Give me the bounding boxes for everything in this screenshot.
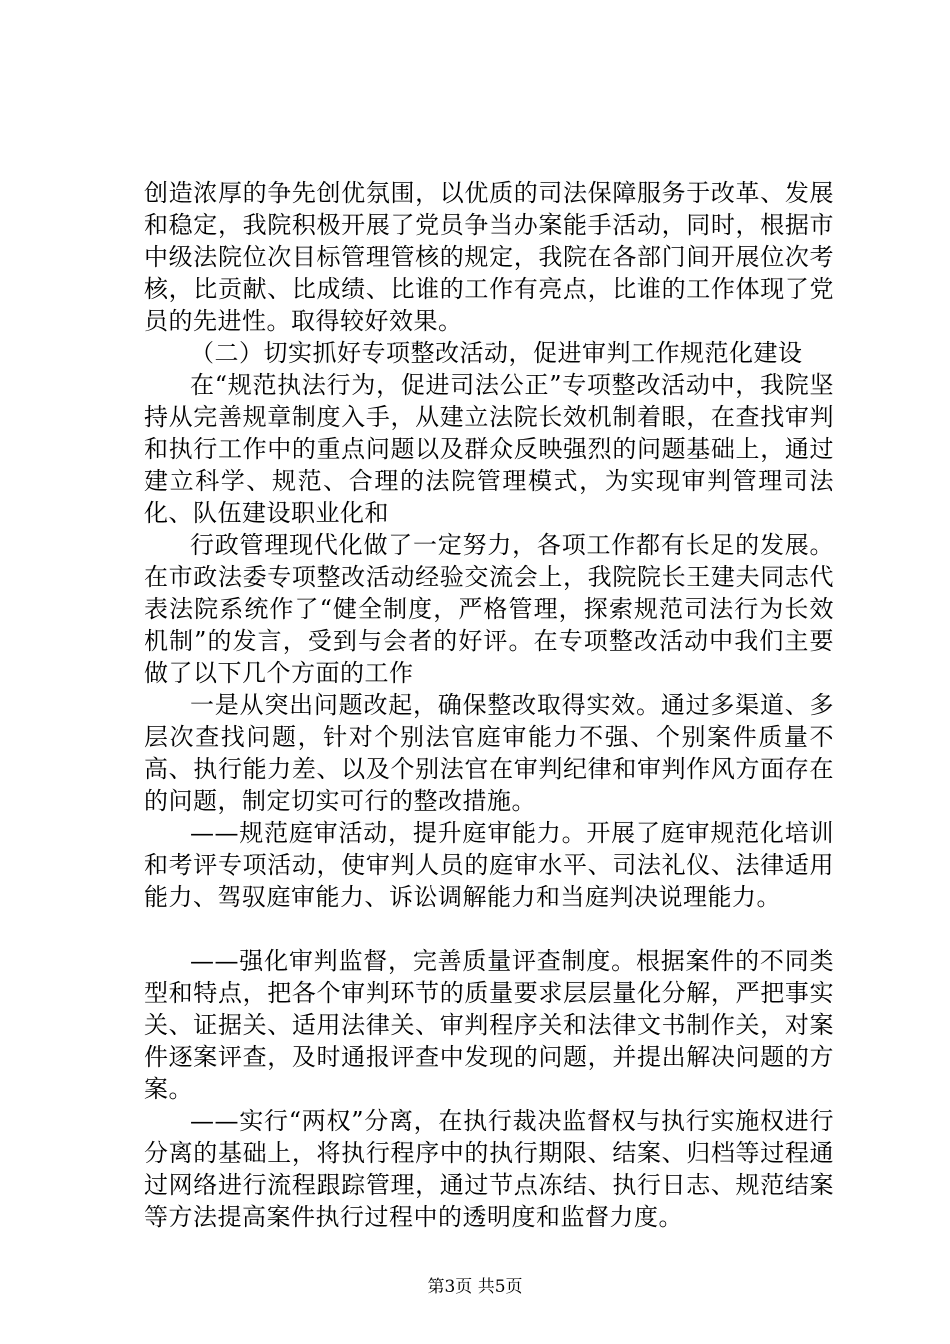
paragraph-8: ——实行“两权”分离，在执行裁决监督权与执行实施权进行分离的基础上，将执行程序中的执行期限、结案、归档等过程通过网络进行流程跟踪管理，通过节点冻结、执行日志、规范结案等方法提高案件执行过程中的透明度和监督力度。 [144,1107,834,1231]
document-body [144,177,834,1233]
paragraph-5: 一是从突出问题改起，确保整改取得实效。通过多渠道、多层次查找问题，针对个别法官庭审能力不强、个别案件质量不高、执行能力差、以及个别法官在审判纪律和审判作风方面存在的问题，制定切实可行的整改措施。 [144,691,834,815]
paragraph-4: 行政管理现代化做了一定努力，各项工作都有长足的发展。在市政法委专项整改活动经验交流会上，我院院长王建夫同志代表法院系统作了“健全制度，严格管理，探索规范司法行为长效机制”的发言，受到与会者的好评。在专项整改活动中我们主要做了以下几个方面的工作 [144,531,834,687]
paragraph-7: ——强化审判监督，完善质量评查制度。根据案件的不同类型和特点，把各个审判环节的质量要求层层量化分解，严把事实关、证据关、适用法律关、审判程序关和法律文书制作关，对案件逐案评查，及时通报评查中发现的问题，并提出解决问题的方案。 [144,947,834,1103]
paragraph-1: 创造浓厚的争先创优氛围，以优质的司法保障服务于改革、发展和稳定，我院积极开展了党员争当办案能手活动，同时，根据市中级法院位次目标管理管核的规定，我院在各部门间开展位次考核，比贡献、比成绩、比谁的工作有亮点，比谁的工作体现了党员的先进性。取得较好效果。 [144,179,834,335]
paragraph-6: ——规范庭审活动，提升庭审能力。开展了庭审规范化培训和考评专项活动，使审判人员的庭审水平、司法礼仪、法律适用能力、驾驭庭审能力、诉讼调解能力和当庭判决说理能力。 [144,819,834,911]
page-number-footer: 第3页 共5页 [427,1277,523,1297]
section-heading-2: （二）切实抓好专项整改活动，促进审判工作规范化建设 [190,339,803,367]
paragraph-3: 在“规范执法行为，促进司法公正”专项整改活动中，我院坚持从完善规章制度入手，从建立法院长效机制着眼，在查找审判和执行工作中的重点问题以及群众反映强烈的问题基础上，通过建立科学、规范、合理的法院管理模式，为实现审判管理司法化、队伍建设职业化和 [144,371,834,527]
